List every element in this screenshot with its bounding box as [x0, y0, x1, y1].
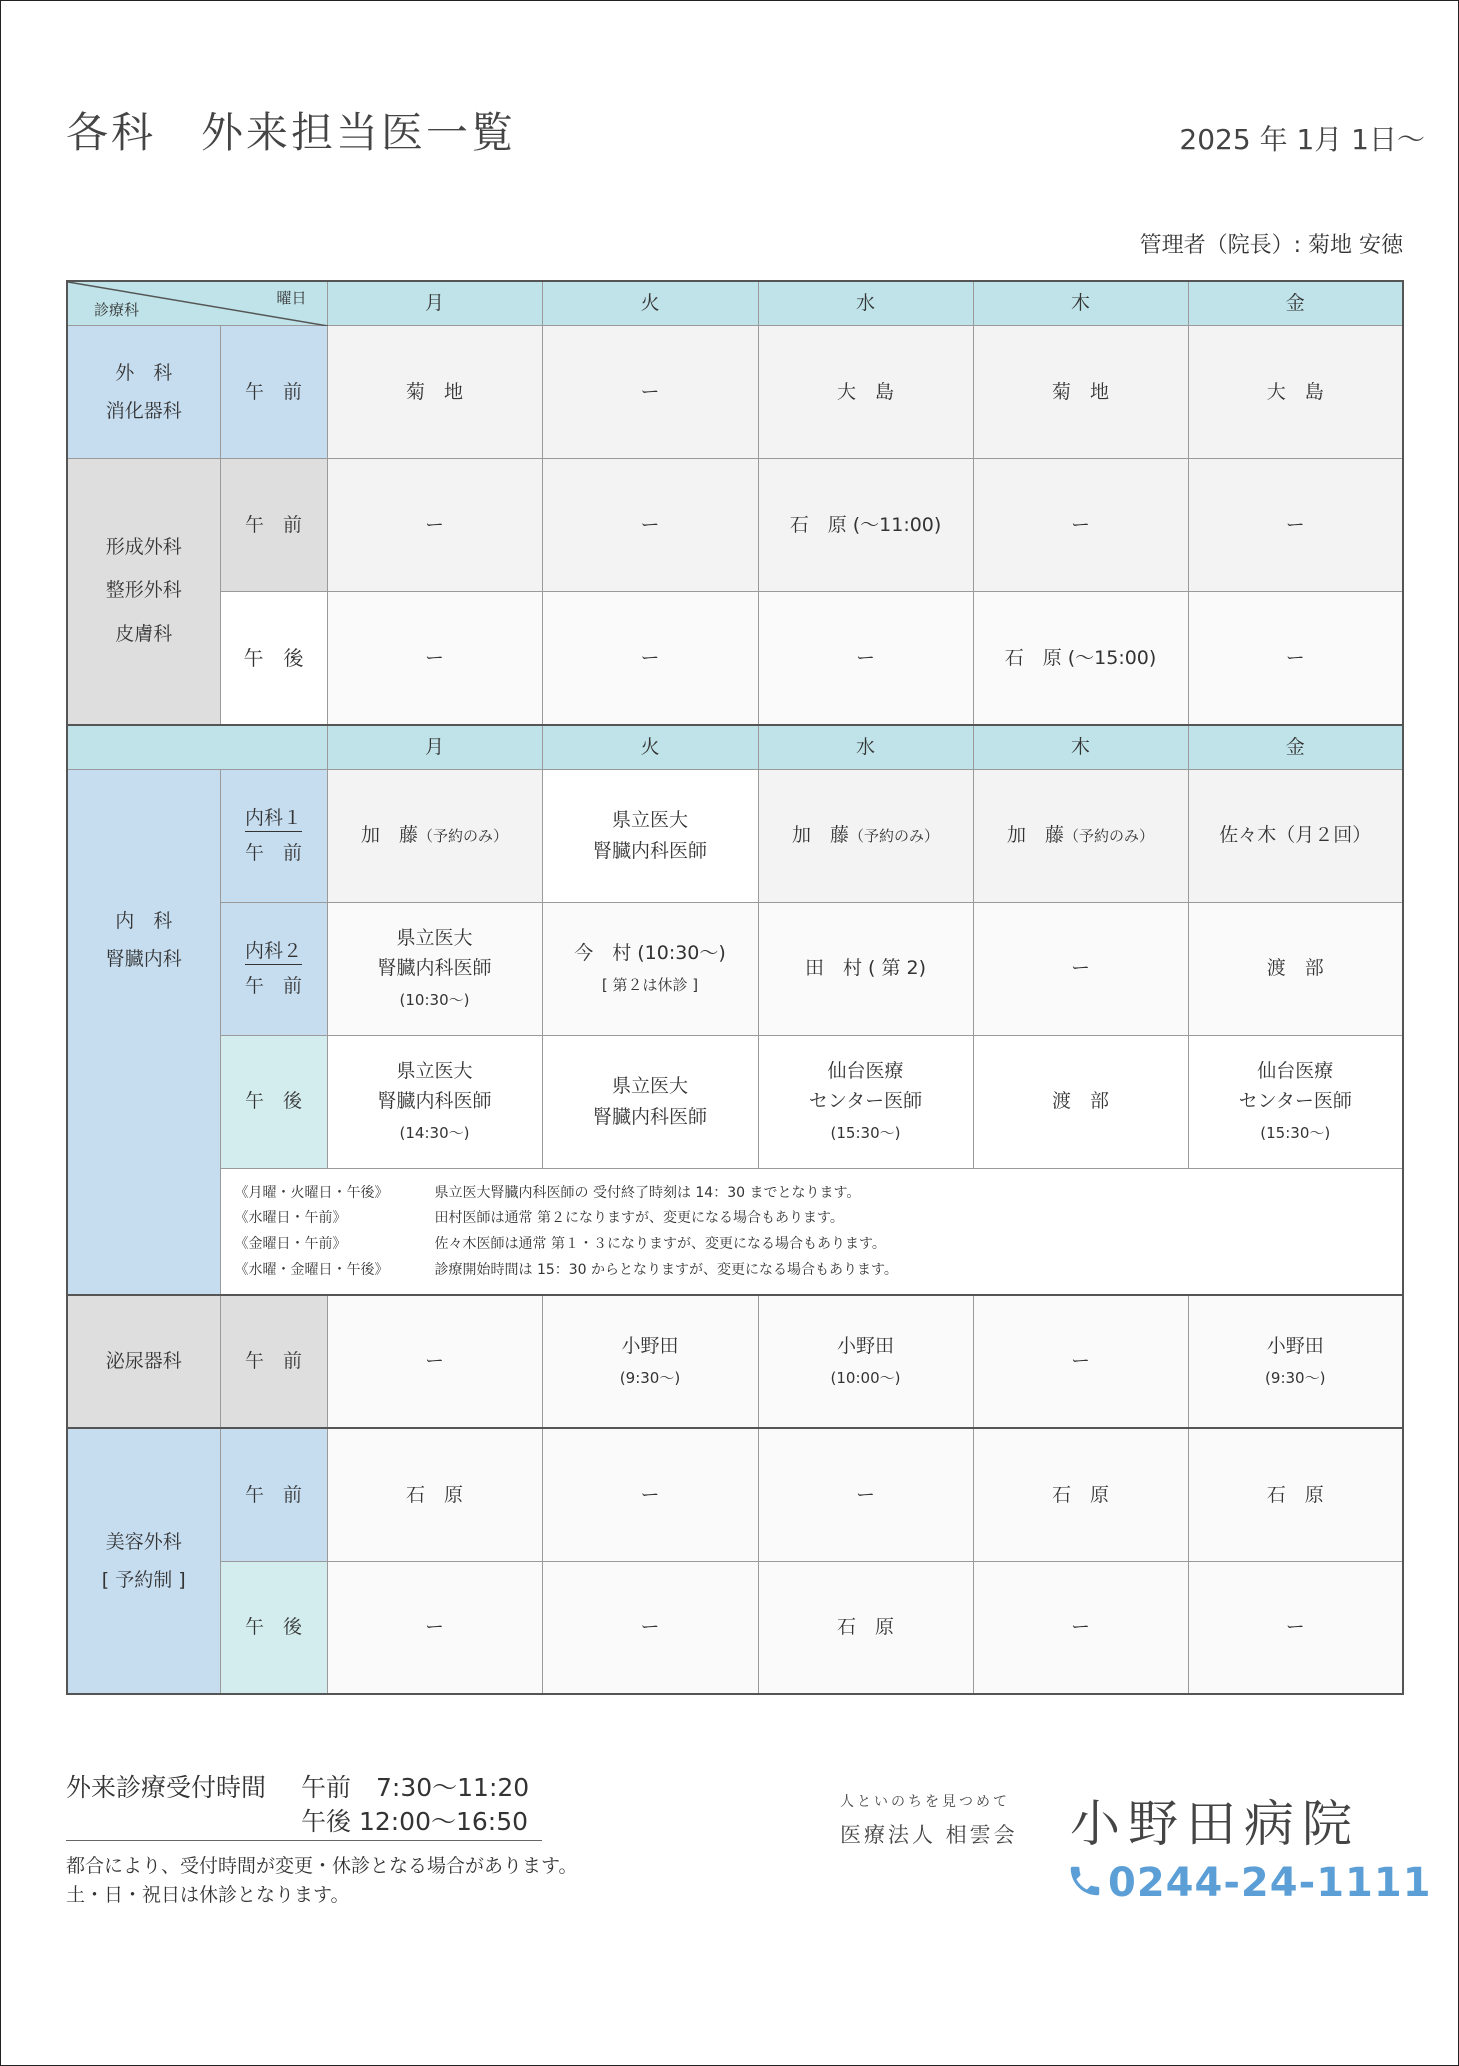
table-row [67, 1428, 1403, 1561]
day-header: 水 [758, 281, 973, 326]
doctor-name: 小野田 [1266, 1335, 1324, 1358]
note-text: 診療開始時間は 15：30 からとなりますが、変更になる場合もあります。 [434, 1262, 898, 1279]
doctor-name: 小野田 [836, 1335, 894, 1358]
table-row [67, 1035, 1403, 1168]
dept-urology: 泌尿器科 [67, 1295, 220, 1428]
day-header: 金 [1188, 281, 1403, 326]
schedule-cell: ー [542, 326, 758, 459]
table-row [67, 1295, 1403, 1428]
cell-line: センター医師 [1238, 1090, 1352, 1113]
corner-header-cell [67, 281, 327, 326]
sub-label: 内科１ [245, 806, 302, 832]
table-row [67, 1561, 1403, 1694]
cell-line: 腎臓内科医師 [592, 839, 707, 862]
period-label: 午 前 [244, 974, 302, 997]
hours-pm-row [66, 1802, 542, 1836]
schedule-cell [327, 902, 542, 1035]
schedule-cell: ー [973, 459, 1188, 592]
cell-time: (15:30〜) [830, 1123, 901, 1142]
day-header: 月 [327, 281, 542, 326]
schedule-cell: 石 原 (〜11:00) [758, 459, 973, 592]
cell-line: 県立医大 [396, 926, 473, 949]
administrator-name: 管理者（院長）: 菊地 安徳 [1139, 233, 1403, 258]
schedule-cell: 菊 地 [327, 326, 542, 459]
cell-line: 県立医大 [611, 1075, 688, 1098]
schedule-cell: 田 村 ( 第 2) [758, 902, 973, 1035]
dept-internal [67, 769, 220, 1295]
phone-text: 0244-24-1111 [1108, 1860, 1432, 1906]
schedule-cell [1188, 1295, 1403, 1428]
sub-label: 内科２ [245, 939, 302, 965]
day-header: 火 [542, 725, 758, 770]
schedule-cell: ー [327, 1561, 542, 1694]
schedule-cell: ー [1188, 1561, 1403, 1694]
dept-label: 美容外科 [105, 1531, 182, 1554]
schedule-cell: ー [327, 592, 542, 725]
day-header: 金 [1188, 725, 1403, 770]
table-header-row [67, 281, 1403, 326]
dept-label: 腎臓内科 [105, 947, 182, 970]
dept-surgery [67, 326, 220, 459]
schedule-cell [542, 1035, 758, 1168]
note-item [235, 1232, 1403, 1258]
period-am: 午 前 [220, 459, 327, 592]
schedule-cell [542, 769, 758, 902]
table-row [67, 769, 1403, 902]
cell-line: 腎臓内科医師 [377, 1090, 492, 1113]
hospital-tagline: 人といのちを見つめて [840, 1794, 1010, 1810]
schedule-cell [327, 769, 542, 902]
cell-line: 仙台医療 [1257, 1059, 1334, 1082]
cell-line: 腎臓内科医師 [377, 957, 492, 980]
cell-line: 今 村 (10:30〜) [574, 942, 726, 965]
page-title: 各科 外来担当医一覧 [66, 108, 517, 157]
doctor-name: 加 藤 [360, 824, 418, 847]
hours-pm: 午後 12:00〜16:50 [301, 1807, 529, 1836]
notes-row [67, 1168, 1403, 1295]
period-pm: 午 後 [220, 1035, 327, 1168]
corner-dept-label: 診療科 [94, 301, 140, 319]
schedule-cell: ー [327, 1295, 542, 1428]
table-header-row [67, 725, 1403, 770]
cell-line: 県立医大 [611, 809, 688, 832]
phone-number [1066, 1860, 1432, 1906]
doctor-name: 加 藤 [1006, 824, 1064, 847]
notice-line: 土・日・祝日は休診となります。 [66, 1883, 350, 1906]
table-row [67, 592, 1403, 725]
schedule-cell: ー [542, 1561, 758, 1694]
schedule-cell: 佐々木（月２回） [1188, 769, 1403, 902]
schedule-cell: 石 原 [758, 1561, 973, 1694]
day-header: 木 [973, 725, 1188, 770]
schedule-cell [1188, 1035, 1403, 1168]
schedule-cell [327, 1035, 542, 1168]
cell-time: (9:30〜) [1265, 1368, 1326, 1387]
dept-label: 内 科 [115, 909, 173, 932]
period-am: 午 前 [220, 326, 327, 459]
dept-label: 形成外科 [105, 535, 182, 558]
dept-plastic [67, 459, 220, 725]
schedule-cell: 石 原 (〜15:00) [973, 592, 1188, 725]
schedule-cell: ー [327, 459, 542, 592]
hours-divider [66, 1840, 542, 1841]
schedule-cell: ー [758, 592, 973, 725]
cell-time: (14:30〜) [399, 1123, 470, 1142]
period-internal-1-am [220, 769, 327, 902]
period-am: 午 前 [220, 1428, 327, 1561]
period-pm: 午 後 [220, 1561, 327, 1694]
hours-label: 外来診療受付時間 [66, 1773, 267, 1802]
hospital-name: 小野田病院 [1070, 1795, 1360, 1853]
schedule-cell: ー [542, 1428, 758, 1561]
cell-line: センター医師 [808, 1090, 923, 1113]
hours-am: 午前 7:30〜11:20 [301, 1773, 530, 1802]
reception-notice [66, 1852, 577, 1909]
schedule-cell: 石 原 [1188, 1428, 1403, 1561]
cell-note: （予約のみ） [849, 827, 940, 846]
schedule-cell [973, 769, 1188, 902]
schedule-cell [542, 902, 758, 1035]
cell-note: （予約のみ） [418, 827, 509, 846]
schedule-cell [758, 769, 973, 902]
hours-am-row [66, 1768, 542, 1802]
schedule-cell [758, 1295, 973, 1428]
note-text: 佐々木医師は通常 第１・３になりますが、変更になる場合もあります。 [434, 1236, 886, 1253]
cell-line: 県立医大 [396, 1059, 473, 1082]
period-pm: 午 後 [220, 592, 327, 725]
note-item [235, 1258, 1403, 1284]
table-row [67, 326, 1403, 459]
notice-line: 都合により、受付時間が変更・休診となる場合があります。 [66, 1855, 578, 1877]
day-header: 月 [327, 725, 542, 770]
corner-day-label: 曜日 [276, 289, 307, 307]
note-item [235, 1206, 1403, 1232]
day-header: 水 [758, 725, 973, 770]
cell-note: [ 第２は休診 ] [601, 975, 699, 994]
blank-header-cell [67, 725, 327, 770]
doctor-name: 小野田 [621, 1335, 679, 1358]
schedule-cell: 渡 部 [1188, 902, 1403, 1035]
cell-time: (10:30〜) [399, 990, 470, 1009]
corporation-name: 医療法人 相雲会 [840, 1823, 1018, 1847]
dept-label: 消化器科 [105, 400, 182, 422]
dept-cosmetic [67, 1428, 220, 1694]
note-key: 《水曜・金曜日・午後》 [234, 1262, 389, 1279]
schedule-cell [542, 1295, 758, 1428]
cell-time: (15:30〜) [1260, 1123, 1331, 1142]
schedule-cell: ー [973, 1295, 1188, 1428]
dept-label: 整形外科 [105, 579, 182, 602]
schedule-cell: 大 島 [1188, 326, 1403, 459]
note-key: 《金曜日・午前》 [234, 1236, 347, 1253]
cell-time: (9:30〜) [619, 1368, 681, 1387]
period-am: 午 前 [220, 1295, 327, 1428]
schedule-cell: ー [973, 1561, 1188, 1694]
note-text: 田村医師は通常 第２になりますが、変更になる場合もあります。 [434, 1210, 844, 1227]
phone-icon [1066, 1862, 1104, 1900]
reception-hours [66, 1768, 542, 1841]
schedule-table [66, 280, 1404, 1695]
cell-line: 腎臓内科医師 [592, 1105, 707, 1128]
period-label: 午 前 [244, 841, 302, 864]
note-key: 《月曜・火曜日・午後》 [234, 1184, 389, 1201]
cell-note: （予約のみ） [1064, 827, 1155, 846]
dept-label: 外 科 [115, 362, 173, 384]
table-row [67, 902, 1403, 1035]
cell-line: 仙台医療 [827, 1059, 904, 1082]
schedule-cell [758, 1035, 973, 1168]
note-key: 《水曜日・午前》 [234, 1210, 347, 1227]
note-text: 県立医大腎臓内科医師の 受付終了時刻は 14：30 までとなります。 [434, 1184, 861, 1201]
cell-time: (10:00〜) [830, 1368, 901, 1387]
day-header: 木 [973, 281, 1188, 326]
schedule-cell: 菊 地 [973, 326, 1188, 459]
schedule-cell: ー [1188, 592, 1403, 725]
dept-label: 皮膚科 [115, 623, 173, 646]
schedule-cell: ー [973, 902, 1188, 1035]
dept-label: [ 予約制 ] [101, 1569, 186, 1592]
schedule-cell: 石 原 [327, 1428, 542, 1561]
schedule-cell: 大 島 [758, 326, 973, 459]
schedule-cell: ー [758, 1428, 973, 1561]
schedule-cell: ー [542, 459, 758, 592]
schedule-cell: ー [542, 592, 758, 725]
schedule-cell: 渡 部 [973, 1035, 1188, 1168]
table-row [67, 459, 1403, 592]
day-header: 火 [542, 281, 758, 326]
effective-date: 2025 年 1月 1日〜 [1179, 123, 1425, 156]
doctor-name: 加 藤 [791, 824, 849, 847]
schedule-cell: ー [1188, 459, 1403, 592]
note-item [235, 1181, 1403, 1207]
period-internal-2-am [220, 902, 327, 1035]
notes-cell [220, 1168, 1403, 1295]
schedule-cell: 石 原 [973, 1428, 1188, 1561]
